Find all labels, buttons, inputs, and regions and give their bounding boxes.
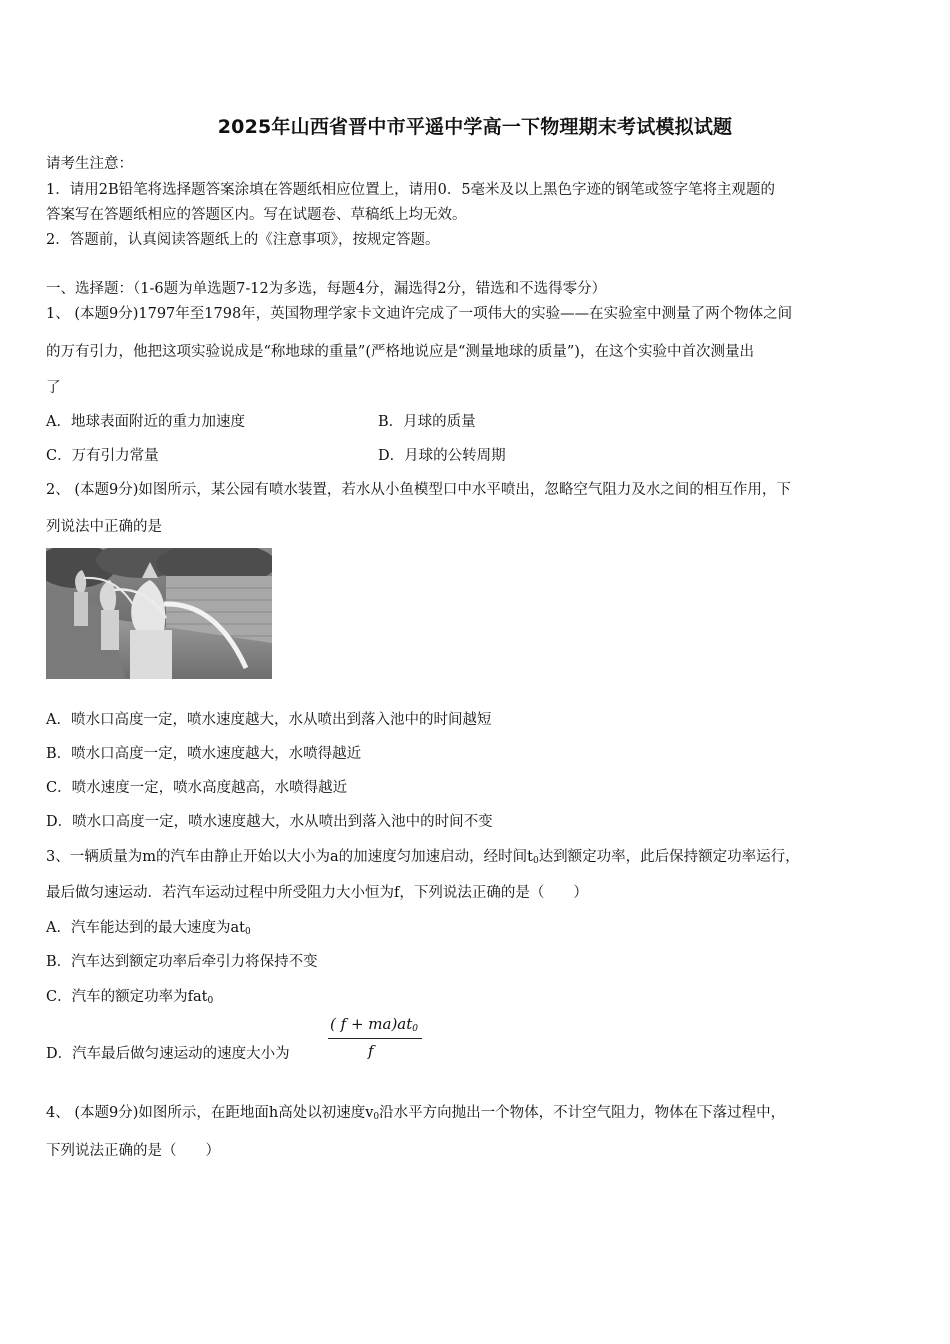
notice-item-1-line-1: 1．请用2B铅笔将选择题答案涂填在答题纸相应位置上，请用0．5毫米及以上黑色字迹的钢笔或签字笔将主观题的 bbox=[46, 182, 776, 198]
section-heading: 一、选择题：（1-6题为单选题7-12为多选，每题4分，漏选得2分，错选和不选得零分） bbox=[46, 281, 607, 297]
fraction-numerator: ( $f + ma)at_0$ bbox=[330, 1015, 418, 1034]
q3-option-c: C．汽车的额定功率为fat$_0$ bbox=[46, 989, 214, 1006]
q1-stem-line-2: 的万有引力，他把这项实验说成是“称地球的重量”(严格地说应是“测量地球的质量”)，在这个实验中首次测量出 bbox=[46, 344, 754, 360]
q1-option-b: B．月球的质量 bbox=[378, 414, 476, 430]
notice-item-2: 2．答题前，认真阅读答题纸上的《注意事项》，按规定答题。 bbox=[46, 232, 440, 248]
q3-option-d-fraction bbox=[328, 1015, 422, 1065]
q3-option-a: A．汽车能达到的最大速度为$at_0$ bbox=[46, 920, 251, 937]
q3-stem-line-2: 最后做匀速运动．若汽车运动过程中所受阻力大小恒为f，下列说法正确的是（ ） bbox=[46, 885, 588, 901]
q3-option-d: D．汽车最后做匀速运动的速度大小为 bbox=[46, 1046, 290, 1062]
q4-stem-line-1: 4、 (本题9分)如图所示，在距地面h高处以初速度$v_0$沿水平方向抛出一个物体，不计空气阻力，物体在下落过程中， bbox=[46, 1105, 786, 1122]
q3-option-b: B．汽车达到额定功率后牵引力将保持不变 bbox=[46, 954, 318, 970]
notice-heading: 请考生注意： bbox=[46, 156, 133, 172]
q1-option-a: A．地球表面附近的重力加速度 bbox=[46, 414, 245, 430]
fraction-bar bbox=[328, 1038, 422, 1039]
q2-stem-line-1: 2、 (本题9分)如图所示，某公园有喷水装置，若水从小鱼模型口中水平喷出，忽略空气阻力及水之间的相互作用，下 bbox=[46, 482, 791, 498]
q2-option-b: B．喷水口高度一定，喷水速度越大，水喷得越近 bbox=[46, 746, 362, 762]
q1-option-c: C．万有引力常量 bbox=[46, 448, 159, 464]
fraction-denominator: f bbox=[368, 1042, 374, 1060]
exam-title: 2025年山西省晋中市平遥中学高一下物理期末考试模拟试题 bbox=[217, 116, 733, 138]
notice-item-1-line-2: 答案写在答题纸相应的答题区内。写在试题卷、草稿纸上均无效。 bbox=[46, 207, 467, 223]
q1-stem-line-1: 1、 (本题9分)1797年至1798年，英国物理学家卡文迪许完成了一项伟大的实验——在实验室中测量了两个物体之间 bbox=[46, 306, 793, 322]
q2-option-c: C．喷水速度一定，喷水高度越高，水喷得越近 bbox=[46, 780, 348, 796]
q4-stem-line-2: 下列说法正确的是（ ） bbox=[46, 1143, 220, 1159]
q2-option-a: A．喷水口高度一定，喷水速度越大，水从喷出到落入池中的时间越短 bbox=[46, 712, 492, 728]
q3-stem-line-1: 3、一辆质量为m的汽车由静止开始以大小为a的加速度匀加速启动，经时间$t_0$达到额定功率，此后保持额定功率运行， bbox=[46, 849, 800, 866]
q2-stem-line-2: 列说法中正确的是 bbox=[46, 519, 162, 535]
q2-option-d: D．喷水口高度一定，喷水速度越大，水从喷出到落入池中的时间不变 bbox=[46, 814, 493, 830]
q1-stem-line-3: 了 bbox=[46, 380, 61, 396]
q1-option-d: D．月球的公转周期 bbox=[378, 448, 506, 464]
fountain-photo bbox=[46, 548, 272, 679]
